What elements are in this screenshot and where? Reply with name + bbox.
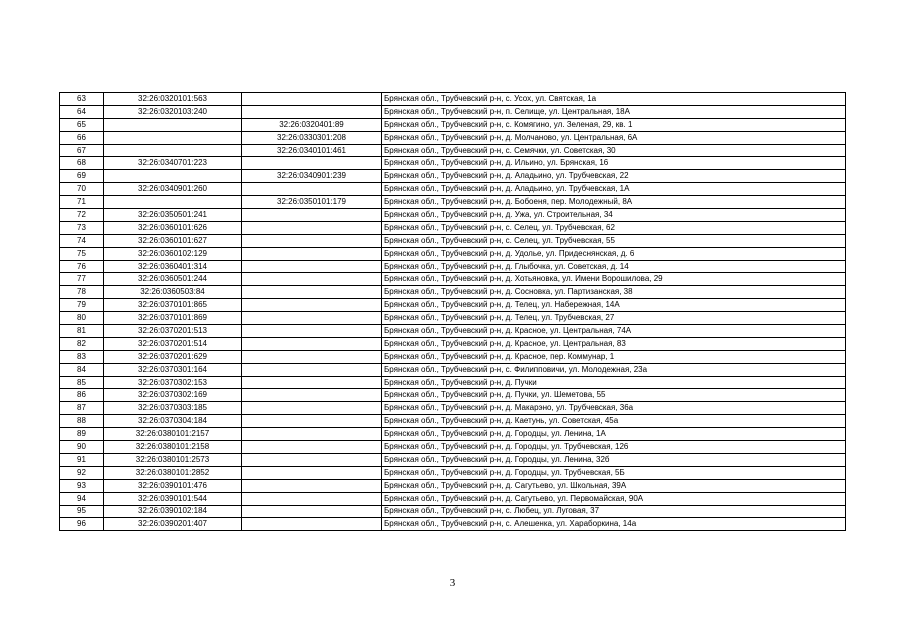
row-number-cell: 73	[60, 221, 104, 234]
alt-cadastral-number-cell: 32:26:0340101:461	[242, 144, 382, 157]
alt-cadastral-number-cell	[242, 389, 382, 402]
alt-cadastral-number-cell	[242, 466, 382, 479]
cadastral-number-cell: 32:26:0370304:184	[104, 415, 242, 428]
row-number-cell: 91	[60, 453, 104, 466]
table-row	[60, 196, 846, 209]
cadastral-number-cell	[104, 144, 242, 157]
address-cell: Брянская обл., Трубчевский р-н, с. Любец, ул. Луговая, 37	[382, 505, 846, 518]
alt-cadastral-number-cell	[242, 415, 382, 428]
address-cell: Брянская обл., Трубчевский р-н, д. Молчаново, ул. Центральная, 6А	[382, 131, 846, 144]
alt-cadastral-number-cell	[242, 337, 382, 350]
cadastral-number-cell: 32:26:0370101:869	[104, 312, 242, 325]
cadastral-number-cell: 32:26:0340901:260	[104, 183, 242, 196]
address-cell: Брянская обл., Трубчевский р-н, д. Хотьяновка, ул. Имени Ворошилова, 29	[382, 273, 846, 286]
row-number-cell: 63	[60, 93, 104, 106]
row-number-cell: 64	[60, 105, 104, 118]
alt-cadastral-number-cell	[242, 492, 382, 505]
cadastral-number-cell: 32:26:0370201:514	[104, 337, 242, 350]
address-cell: Брянская обл., Трубчевский р-н, д. Глыбочка, ул. Советская, д. 14	[382, 260, 846, 273]
address-cell: Брянская обл., Трубчевский р-н, д. Макарэно, ул. Трубчевская, 36а	[382, 402, 846, 415]
row-number-cell: 81	[60, 325, 104, 338]
table-row	[60, 273, 846, 286]
alt-cadastral-number-cell: 32:26:0330301:208	[242, 131, 382, 144]
address-cell: Брянская обл., Трубчевский р-н, с. Семячки, ул. Советская, 30	[382, 144, 846, 157]
cadastral-number-cell: 32:26:0350501:241	[104, 209, 242, 222]
row-number-cell: 88	[60, 415, 104, 428]
address-cell: Брянская обл., Трубчевский р-н, с. Филипповичи, ул. Молодежная, 23а	[382, 363, 846, 376]
address-cell: Брянская обл., Трубчевский р-н, д. Пучки, ул. Шеметова, 55	[382, 389, 846, 402]
row-number-cell: 70	[60, 183, 104, 196]
cadastral-number-cell	[104, 170, 242, 183]
address-cell: Брянская обл., Трубчевский р-н, д. Красное, пер. Коммунар, 1	[382, 350, 846, 363]
table-row	[60, 441, 846, 454]
row-number-cell: 79	[60, 299, 104, 312]
cadastral-number-cell: 32:26:0380101:2852	[104, 466, 242, 479]
address-cell: Брянская обл., Трубчевский р-н, д. Телец, ул. Набережная, 14А	[382, 299, 846, 312]
alt-cadastral-number-cell	[242, 221, 382, 234]
alt-cadastral-number-cell	[242, 505, 382, 518]
table-row	[60, 492, 846, 505]
address-cell: Брянская обл., Трубчевский р-н, д. Сагутьево, ул. Первомайская, 90А	[382, 492, 846, 505]
alt-cadastral-number-cell	[242, 105, 382, 118]
cadastral-number-cell: 32:26:0340701:223	[104, 157, 242, 170]
address-cell: Брянская обл., Трубчевский р-н, д. Городцы, ул. Ленина, 32б	[382, 453, 846, 466]
alt-cadastral-number-cell	[242, 286, 382, 299]
cadastral-number-cell	[104, 118, 242, 131]
address-cell: Брянская обл., Трубчевский р-н, д. Красное, ул. Центральная, 83	[382, 337, 846, 350]
cadastral-number-cell	[104, 196, 242, 209]
address-cell: Брянская обл., Трубчевский р-н, д. Бобоеня, пер. Молодежный, 8А	[382, 196, 846, 209]
row-number-cell: 65	[60, 118, 104, 131]
address-cell: Брянская обл., Трубчевский р-н, с. Селец, ул. Трубчевская, 55	[382, 234, 846, 247]
alt-cadastral-number-cell	[242, 363, 382, 376]
table-row	[60, 337, 846, 350]
cadastral-number-cell: 32:26:0320103:240	[104, 105, 242, 118]
address-cell: Брянская обл., Трубчевский р-н, с. Комягино, ул. Зеленая, 29, кв. 1	[382, 118, 846, 131]
alt-cadastral-number-cell	[242, 183, 382, 196]
row-number-cell: 84	[60, 363, 104, 376]
row-number-cell: 86	[60, 389, 104, 402]
table-row	[60, 402, 846, 415]
alt-cadastral-number-cell	[242, 376, 382, 389]
row-number-cell: 94	[60, 492, 104, 505]
table-row	[60, 93, 846, 106]
cadastral-number-cell: 32:26:0360503:84	[104, 286, 242, 299]
page-number: 3	[449, 577, 456, 589]
address-cell: Брянская обл., Трубчевский р-н, д. Сагутьево, ул. Школьная, 39А	[382, 479, 846, 492]
row-number-cell: 67	[60, 144, 104, 157]
alt-cadastral-number-cell	[242, 273, 382, 286]
row-number-cell: 76	[60, 260, 104, 273]
row-number-cell: 68	[60, 157, 104, 170]
table-row	[60, 466, 846, 479]
table-row	[60, 170, 846, 183]
table-row	[60, 363, 846, 376]
cadastral-number-cell: 32:26:0370301:164	[104, 363, 242, 376]
alt-cadastral-number-cell	[242, 441, 382, 454]
cadastral-number-cell: 32:26:0370303:185	[104, 402, 242, 415]
row-number-cell: 92	[60, 466, 104, 479]
alt-cadastral-number-cell: 32:26:0320401:89	[242, 118, 382, 131]
row-number-cell: 72	[60, 209, 104, 222]
address-cell: Брянская обл., Трубчевский р-н, д. Ильино, ул. Брянская, 16	[382, 157, 846, 170]
row-number-cell: 87	[60, 402, 104, 415]
table-row	[60, 505, 846, 518]
table-row	[60, 144, 846, 157]
table-row	[60, 286, 846, 299]
cadastral-register-table	[59, 92, 846, 531]
address-cell: Брянская обл., Трубчевский р-н, д. Аладьино, ул. Трубчевская, 22	[382, 170, 846, 183]
table-row	[60, 376, 846, 389]
table-row	[60, 157, 846, 170]
cadastral-number-cell: 32:26:0370302:153	[104, 376, 242, 389]
table-row	[60, 131, 846, 144]
cadastral-number-cell: 32:26:0380101:2157	[104, 428, 242, 441]
alt-cadastral-number-cell	[242, 325, 382, 338]
cadastral-number-cell: 32:26:0360101:627	[104, 234, 242, 247]
cadastral-number-cell: 32:26:0390101:476	[104, 479, 242, 492]
address-cell: Брянская обл., Трубчевский р-н, д. Телец, ул. Трубчевская, 27	[382, 312, 846, 325]
address-cell: Брянская обл., Трубчевский р-н, д. Городцы, ул. Ленина, 1А	[382, 428, 846, 441]
cadastral-number-cell: 32:26:0370201:629	[104, 350, 242, 363]
cadastral-number-cell: 32:26:0390101:544	[104, 492, 242, 505]
alt-cadastral-number-cell	[242, 312, 382, 325]
row-number-cell: 83	[60, 350, 104, 363]
cadastral-number-cell: 32:26:0380101:2158	[104, 441, 242, 454]
address-cell: Брянская обл., Трубчевский р-н, д. Городцы, ул. Трубчевская, 126	[382, 441, 846, 454]
row-number-cell: 95	[60, 505, 104, 518]
row-number-cell: 77	[60, 273, 104, 286]
alt-cadastral-number-cell	[242, 518, 382, 531]
cadastral-number-cell: 32:26:0360101:626	[104, 221, 242, 234]
address-cell: Брянская обл., Трубчевский р-н, д. Удолье, ул. Придеснянская, д. 6	[382, 247, 846, 260]
cadastral-number-cell: 32:26:0390201:407	[104, 518, 242, 531]
alt-cadastral-number-cell	[242, 453, 382, 466]
row-number-cell: 90	[60, 441, 104, 454]
address-cell: Брянская обл., Трубчевский р-н, д. Аладьино, ул. Трубчевская, 1А	[382, 183, 846, 196]
alt-cadastral-number-cell	[242, 247, 382, 260]
row-number-cell: 75	[60, 247, 104, 260]
row-number-cell: 85	[60, 376, 104, 389]
row-number-cell: 82	[60, 337, 104, 350]
table-row	[60, 209, 846, 222]
address-cell: Брянская обл., Трубчевский р-н, д. Красное, ул. Центральная, 74А	[382, 325, 846, 338]
row-number-cell: 80	[60, 312, 104, 325]
table-row	[60, 428, 846, 441]
alt-cadastral-number-cell	[242, 479, 382, 492]
alt-cadastral-number-cell: 32:26:0350101:179	[242, 196, 382, 209]
table-row	[60, 518, 846, 531]
table-row	[60, 234, 846, 247]
row-number-cell: 71	[60, 196, 104, 209]
address-cell: Брянская обл., Трубчевский р-н, д. Сосновка, ул. Партизанская, 38	[382, 286, 846, 299]
alt-cadastral-number-cell	[242, 299, 382, 312]
alt-cadastral-number-cell	[242, 428, 382, 441]
address-cell: Брянская обл., Трубчевский р-н, д. Городцы, ул. Трубчевская, 5Б	[382, 466, 846, 479]
alt-cadastral-number-cell	[242, 260, 382, 273]
table-row	[60, 247, 846, 260]
cadastral-number-cell	[104, 131, 242, 144]
address-cell: Брянская обл., Трубчевский р-н, п. Селище, ул. Центральная, 18А	[382, 105, 846, 118]
cadastral-number-cell: 32:26:0390102:184	[104, 505, 242, 518]
row-number-cell: 74	[60, 234, 104, 247]
address-cell: Брянская обл., Трубчевский р-н, д. Пучки	[382, 376, 846, 389]
address-cell: Брянская обл., Трубчевский р-н, с. Алешенка, ул. Хараборкина, 14а	[382, 518, 846, 531]
table-row	[60, 299, 846, 312]
table-row	[60, 260, 846, 273]
row-number-cell: 96	[60, 518, 104, 531]
address-cell: Брянская обл., Трубчевский р-н, д. Ужа, ул. Строительная, 34	[382, 209, 846, 222]
row-number-cell: 69	[60, 170, 104, 183]
alt-cadastral-number-cell: 32:26:0340901:239	[242, 170, 382, 183]
table-row	[60, 389, 846, 402]
alt-cadastral-number-cell	[242, 350, 382, 363]
row-number-cell: 78	[60, 286, 104, 299]
table-row	[60, 312, 846, 325]
row-number-cell: 93	[60, 479, 104, 492]
table-row	[60, 350, 846, 363]
table-row	[60, 221, 846, 234]
address-cell: Брянская обл., Трубчевский р-н, д. Каетунь, ул. Советская, 45а	[382, 415, 846, 428]
alt-cadastral-number-cell	[242, 157, 382, 170]
cadastral-number-cell: 32:26:0360102:129	[104, 247, 242, 260]
table-row	[60, 183, 846, 196]
cadastral-number-cell: 32:26:0360501:244	[104, 273, 242, 286]
alt-cadastral-number-cell	[242, 234, 382, 247]
table-row	[60, 105, 846, 118]
table-body	[60, 93, 846, 531]
cadastral-number-cell: 32:26:0360401:314	[104, 260, 242, 273]
cadastral-number-cell: 32:26:0380101:2573	[104, 453, 242, 466]
cadastral-number-cell: 32:26:0370201:513	[104, 325, 242, 338]
cadastral-number-cell: 32:26:0370302:169	[104, 389, 242, 402]
table-row	[60, 118, 846, 131]
table-row	[60, 415, 846, 428]
row-number-cell: 66	[60, 131, 104, 144]
alt-cadastral-number-cell	[242, 93, 382, 106]
table-row	[60, 453, 846, 466]
alt-cadastral-number-cell	[242, 209, 382, 222]
cadastral-number-cell: 32:26:0320101:563	[104, 93, 242, 106]
table-row	[60, 325, 846, 338]
table-row	[60, 479, 846, 492]
row-number-cell: 89	[60, 428, 104, 441]
alt-cadastral-number-cell	[242, 402, 382, 415]
address-cell: Брянская обл., Трубчевский р-н, с. Усох, ул. Святская, 1а	[382, 93, 846, 106]
address-cell: Брянская обл., Трубчевский р-н, с. Селец, ул. Трубчевская, 62	[382, 221, 846, 234]
cadastral-number-cell: 32:26:0370101:865	[104, 299, 242, 312]
